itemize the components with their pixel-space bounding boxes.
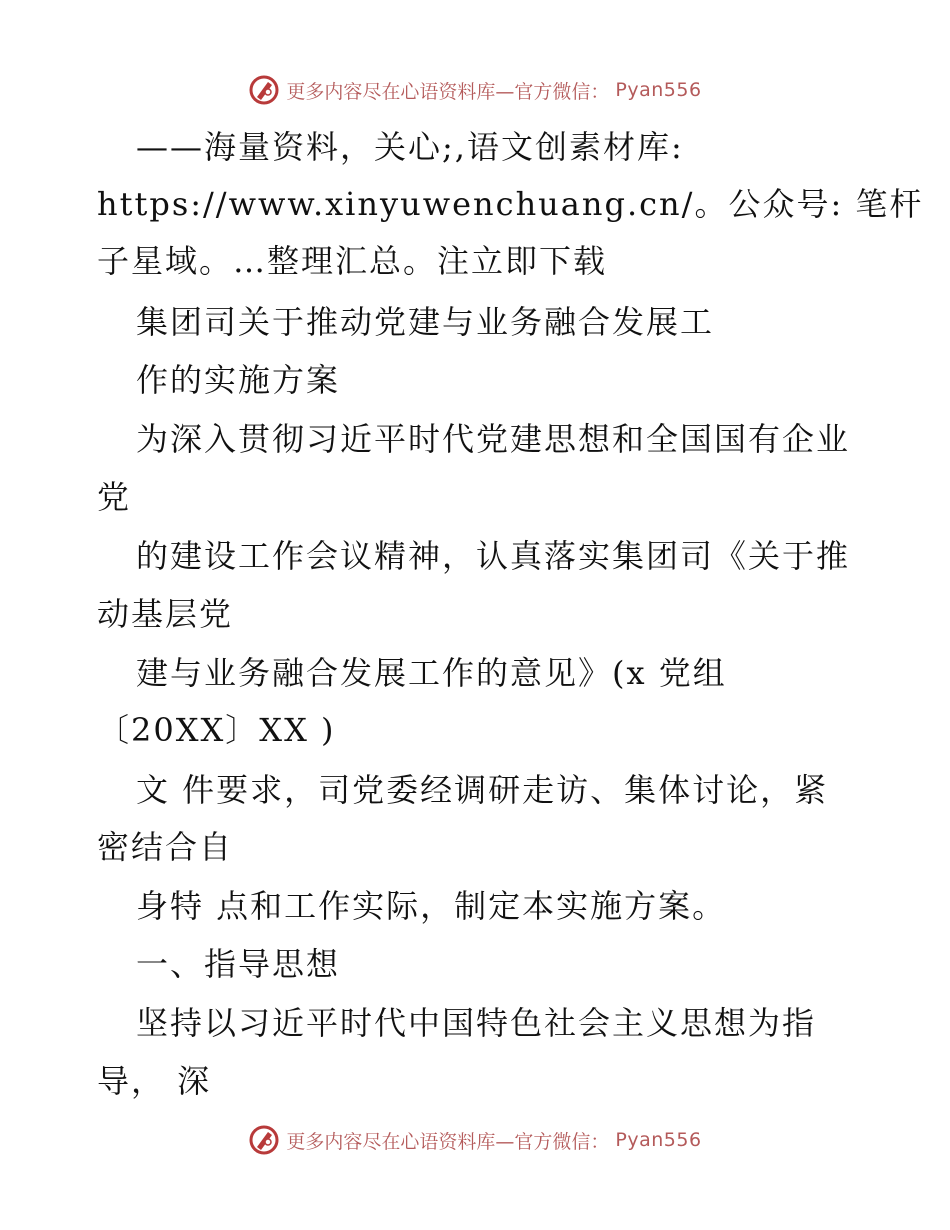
text-line: 动基层党 — [97, 595, 234, 633]
text-line: 身特 点和工作实际，制定本实施方案。 — [136, 887, 727, 925]
watermark-text: 更多内容尽在心语资料库—官方微信： — [286, 80, 610, 103]
text-line: 为深入贯彻习近平时代党建思想和全国国有企业 — [136, 420, 851, 458]
text-line: 建与业务融合发展工作的意见》(x 党组 — [136, 654, 727, 692]
brand-logo-icon — [248, 74, 280, 106]
text-line: 的建设工作会议精神，认真落实集团司《关于推 — [136, 537, 851, 575]
footer-watermark — [0, 1120, 950, 1160]
text-line: 子星域。…整理汇总。注立即下载 — [97, 242, 608, 280]
text-line: 导， 深 — [97, 1062, 212, 1100]
watermark-handle: Pyan556 — [615, 79, 702, 101]
watermark-handle: Pyan556 — [615, 1129, 702, 1151]
text-line: 党 — [97, 478, 132, 516]
text-line: 文 件要求，司党委经调研走访、集体讨论，紧 — [136, 771, 829, 809]
text-line: 坚持以习近平时代中国特色社会主义思想为指 — [136, 1004, 817, 1042]
watermark-text: 更多内容尽在心语资料库—官方微信： — [286, 1130, 610, 1153]
text-line: 作的实施方案 — [136, 361, 341, 399]
text-line: ——海量资料，关心;,语文创素材库: — [136, 128, 684, 166]
header-watermark — [0, 70, 950, 110]
text-line: 集团司关于推动党建与业务融合发展工 — [136, 303, 715, 341]
text-line: 密结合自 — [97, 828, 234, 866]
text-line: https://www.xinyuwenchuang.cn/。公众号: 笔杆 — [97, 185, 924, 223]
brand-logo-icon — [248, 1124, 280, 1156]
text-line: 〔20XX〕XX ) — [97, 711, 336, 749]
section-heading: 一、指导思想 — [136, 945, 341, 983]
